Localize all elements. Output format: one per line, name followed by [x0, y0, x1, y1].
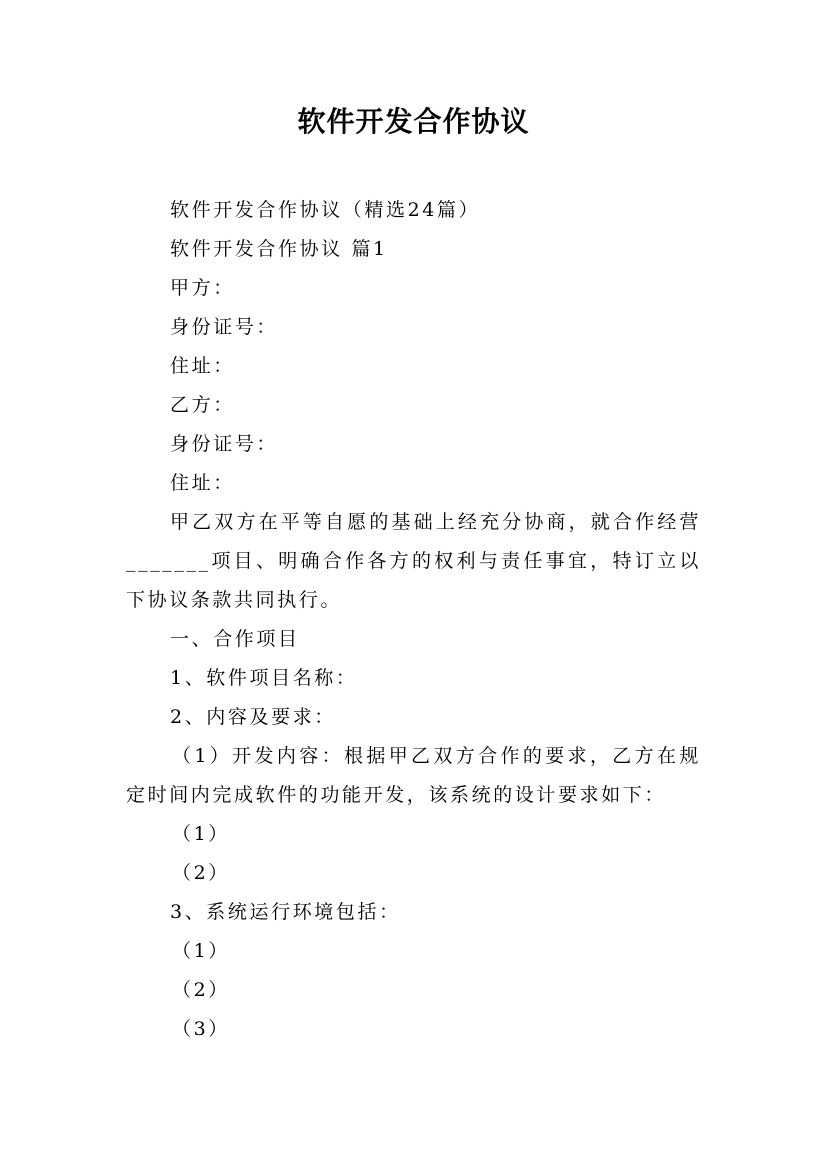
document-title: 软件开发合作协议	[297, 105, 530, 138]
party-b-address-label: 住址：	[170, 472, 235, 494]
agreement-preamble: 甲乙双方在平等自愿的基础上经充分协商，就合作经营_______项目、明确合作各方的权利与责任事宜，特订立以下协议条款共同执行。	[126, 511, 701, 611]
environment-item-2: （2）	[172, 979, 230, 1001]
clause-heading-cooperation-project: 一、合作项目	[170, 628, 300, 650]
requirement-item-1: （1）	[172, 823, 230, 845]
section-heading: 软件开发合作协议 篇1	[170, 238, 388, 260]
requirement-item-2: （2）	[172, 862, 230, 884]
party-a-label: 甲方：	[170, 277, 235, 299]
party-b-id-label: 身份证号：	[170, 433, 279, 455]
subtitle-line: 软件开发合作协议（精选24篇）	[170, 199, 481, 221]
document-body	[126, 191, 701, 1049]
environment-item-1: （1）	[172, 940, 230, 962]
party-a-address-label: 住址：	[170, 355, 235, 377]
development-content-paragraph: （1）开发内容：根据甲乙双方合作的要求，乙方在规定时间内完成软件的功能开发，该系统的设计要求如下：	[126, 745, 701, 806]
clause-item-project-name: 1、软件项目名称：	[170, 667, 358, 689]
clause-item-runtime-environment: 3、系统运行环境包括：	[170, 901, 401, 923]
party-b-label: 乙方：	[170, 394, 235, 416]
clause-item-content-requirements: 2、内容及要求：	[170, 706, 336, 728]
party-a-id-label: 身份证号：	[170, 316, 279, 338]
environment-item-3: （3）	[172, 1018, 230, 1040]
